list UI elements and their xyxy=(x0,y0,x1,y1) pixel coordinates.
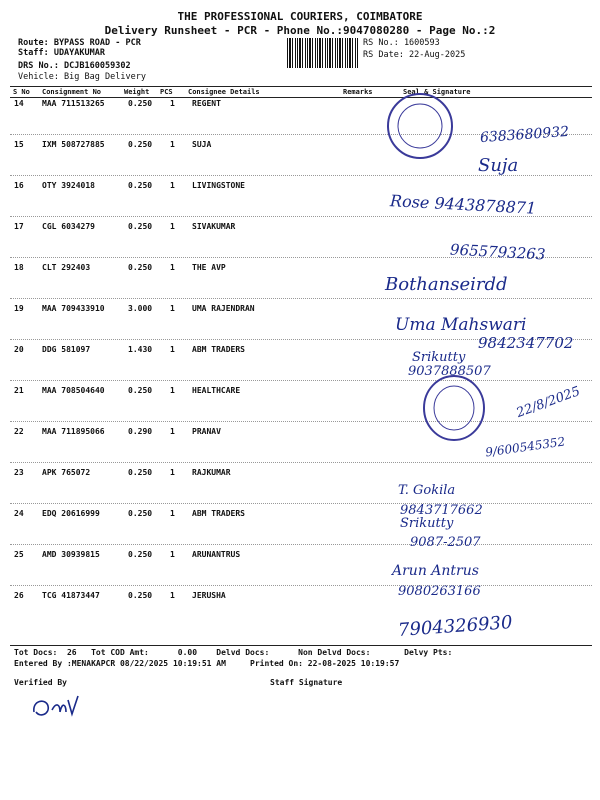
cell-cons: IXM 508727885 xyxy=(42,140,105,149)
cell-wt: 0.250 xyxy=(128,140,153,149)
row-divider xyxy=(10,544,592,545)
col-weight: Weight xyxy=(124,88,150,96)
cell-cons: EDQ 20616999 xyxy=(42,509,100,518)
cell-pcs: 1 xyxy=(170,222,175,231)
cell-name: SUJA xyxy=(192,140,212,149)
cell-pcs: 1 xyxy=(170,509,175,518)
cell-name: RAJKUMAR xyxy=(192,468,231,477)
cell-sno: 21 xyxy=(14,386,24,395)
cell-name: ARUNANTRUS xyxy=(192,550,241,559)
handwritten-20-phone: 9037888507 xyxy=(408,364,491,379)
handwritten-name-15: Suja xyxy=(478,155,519,176)
document-title: THE PROFESSIONAL COURIERS, COIMBATORE xyxy=(177,10,423,23)
rs-number: RS No.: 1600593 xyxy=(363,38,440,48)
company-seal-stamp xyxy=(380,88,464,164)
row-divider xyxy=(10,462,592,463)
handwritten-24-name: Srikutty xyxy=(400,516,454,531)
totals-line: Tot Docs: 26 Tot COD Amt: 0.00 Delvd Docs: Non Delvd Docs: Delvy Pts: xyxy=(14,648,453,657)
cell-pcs: 1 xyxy=(170,427,175,436)
route-label: Route: BYPASS ROAD - PCR xyxy=(18,38,141,48)
cell-sno: 22 xyxy=(14,427,24,436)
cell-pcs: 1 xyxy=(170,550,175,559)
drs-label: DRS No.: DCJB160059302 xyxy=(18,61,131,71)
cell-sno: 23 xyxy=(14,468,24,477)
cell-cons: CGL 6034279 xyxy=(42,222,95,231)
handwritten-22: 9/600545352 xyxy=(484,434,566,460)
handwritten-19-phone: 9842347702 xyxy=(478,334,574,352)
cell-cons: MAA 711513265 xyxy=(42,99,105,108)
cell-sno: 16 xyxy=(14,181,24,190)
cell-wt: 0.250 xyxy=(128,386,153,395)
verified-by-label: Verified By xyxy=(14,678,67,687)
handwritten-19-name: Uma Mahswari xyxy=(395,315,527,335)
handwritten-16: Rose 9443878871 xyxy=(389,191,537,218)
cell-pcs: 1 xyxy=(170,386,175,395)
cell-sno: 25 xyxy=(14,550,24,559)
handwritten-25-name: Arun Antrus xyxy=(392,563,479,579)
cell-wt: 0.250 xyxy=(128,99,153,108)
document-subtitle: Delivery Runsheet - PCR - Phone No.:9047080280 - Page No.:2 xyxy=(104,24,496,37)
row-divider xyxy=(10,585,592,586)
cell-cons: MAA 709433910 xyxy=(42,304,105,313)
cell-cons: TCG 41873447 xyxy=(42,591,100,600)
cell-name: THE AVP xyxy=(192,263,226,272)
cell-wt: 0.250 xyxy=(128,263,153,272)
handwritten-24-phone: 9087-2507 xyxy=(410,535,481,550)
cell-sno: 24 xyxy=(14,509,24,518)
cell-name: REGENT xyxy=(192,99,221,108)
cell-sno: 15 xyxy=(14,140,24,149)
cell-cons: CLT 292403 xyxy=(42,263,91,272)
col-seal-signature: Seal & Signature xyxy=(403,88,471,96)
col-pcs: PCS xyxy=(160,88,173,96)
cell-pcs: 1 xyxy=(170,468,175,477)
col-consignment: Consignment No xyxy=(42,88,102,96)
cell-sno: 18 xyxy=(14,263,24,272)
cell-pcs: 1 xyxy=(170,345,175,354)
verifier-signature xyxy=(28,690,88,724)
row-divider xyxy=(10,298,592,299)
cell-pcs: 1 xyxy=(170,181,175,190)
footer-divider xyxy=(10,645,592,646)
handwritten-20-name: Srikutty xyxy=(412,350,466,365)
cell-sno: 14 xyxy=(14,99,24,108)
cell-name: PRANAV xyxy=(192,427,221,436)
cell-sno: 20 xyxy=(14,345,24,354)
cell-sno: 26 xyxy=(14,591,24,600)
cell-wt: 0.250 xyxy=(128,591,153,600)
handwritten-18: Bothanseirdd xyxy=(385,274,508,295)
cell-cons: MAA 708504640 xyxy=(42,386,105,395)
cell-wt: 0.250 xyxy=(128,550,153,559)
table-header xyxy=(10,86,592,98)
cell-wt: 0.290 xyxy=(128,427,153,436)
cell-pcs: 1 xyxy=(170,99,175,108)
cell-pcs: 1 xyxy=(170,263,175,272)
rs-date: RS Date: 22-Aug-2025 xyxy=(363,50,466,60)
cell-cons: OTY 3924018 xyxy=(42,181,95,190)
cell-name: UMA RAJENDRAN xyxy=(192,304,255,313)
cell-name: LIVINGSTONE xyxy=(192,181,245,190)
cell-pcs: 1 xyxy=(170,591,175,600)
cell-cons: AMD 30939815 xyxy=(42,550,100,559)
handwritten-25-phone: 9080263166 xyxy=(398,584,481,599)
row-divider xyxy=(10,380,592,381)
handwritten-26: 7904326930 xyxy=(397,612,514,641)
row-divider xyxy=(10,503,592,504)
handwritten-21-date: 22/8/2025 xyxy=(514,384,583,421)
cell-wt: 0.250 xyxy=(128,509,153,518)
cell-name: SIVAKUMAR xyxy=(192,222,236,231)
cell-sno: 17 xyxy=(14,222,24,231)
cell-sno: 19 xyxy=(14,304,24,313)
healthcare-seal-stamp xyxy=(420,372,490,444)
cell-cons: MAA 711895066 xyxy=(42,427,105,436)
handwritten-17: 9655793263 xyxy=(449,240,546,264)
vehicle-label: Vehicle: Big Bag Delivery xyxy=(18,72,146,82)
cell-wt: 0.250 xyxy=(128,181,153,190)
col-remarks: Remarks xyxy=(343,88,373,96)
cell-wt: 0.250 xyxy=(128,468,153,477)
staff-signature-label: Staff Signature xyxy=(270,678,343,687)
handwritten-phone-14: 6383680932 xyxy=(479,123,570,147)
handwritten-23-phone: 9843717662 xyxy=(400,503,483,518)
cell-name: ABM TRADERS xyxy=(192,509,245,518)
cell-wt: 3.000 xyxy=(128,304,153,313)
cell-cons: DDG 581097 xyxy=(42,345,91,354)
cell-pcs: 1 xyxy=(170,304,175,313)
entered-by-line: Entered By :MENAKAPCR 08/22/2025 10:19:51 AM Printed On: 22-08-2025 10:19:57 xyxy=(14,659,400,668)
cell-cons: APK 765072 xyxy=(42,468,91,477)
cell-wt: 1.430 xyxy=(128,345,153,354)
handwritten-23-name: T. Gokila xyxy=(398,483,456,498)
col-sno: S No xyxy=(13,88,30,96)
cell-wt: 0.250 xyxy=(128,222,153,231)
staff-label: Staff: UDAYAKUMAR xyxy=(18,48,105,58)
barcode xyxy=(287,38,359,68)
col-consignee: Consignee Details xyxy=(188,88,260,96)
cell-name: JERUSHA xyxy=(192,591,226,600)
cell-pcs: 1 xyxy=(170,140,175,149)
cell-name: ABM TRADERS xyxy=(192,345,245,354)
row-divider xyxy=(10,421,592,422)
cell-name: HEALTHCARE xyxy=(192,386,241,395)
